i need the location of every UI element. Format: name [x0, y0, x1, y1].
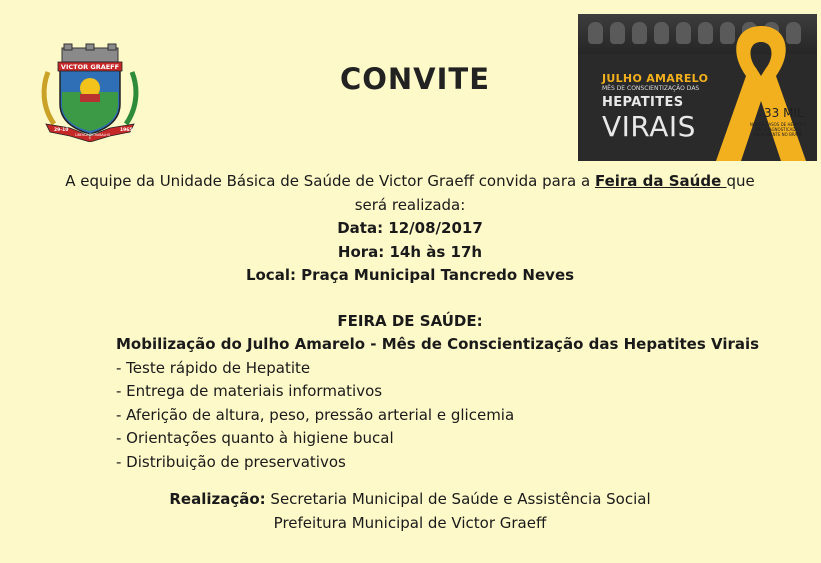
svg-text:LIBERDADE: LIBERDADE — [75, 133, 94, 137]
yellow-ribbon-icon — [706, 16, 816, 161]
organizers: Realização: Secretaria Municipal de Saúde e Assistência Social — [169, 490, 651, 508]
event-place: Local: Praça Municipal Tancredo Neves — [245, 266, 575, 284]
svg-text:E: E — [89, 136, 92, 140]
event-date: Data: 12/08/2017 — [337, 219, 483, 237]
svg-text:1965: 1965 — [120, 128, 133, 133]
list-item: - Orientações quanto à higiene bucal — [116, 429, 394, 447]
fair-heading: FEIRA DE SAÚDE: — [337, 311, 483, 330]
organizers-label: Realização: — [169, 490, 266, 508]
banner-line-1: JULHO AMARELO — [602, 72, 709, 85]
julho-amarelo-banner — [578, 14, 817, 161]
organizers-line-2: Prefeitura Municipal de Victor Graeff — [273, 513, 547, 532]
list-item: - Teste rápido de Hepatite — [116, 358, 311, 377]
banner-line-2: MÊS DE CONSCIENTIZAÇÃO DAS — [602, 85, 700, 92]
invitation-body — [40, 170, 780, 535]
svg-text:29-10: 29-10 — [54, 128, 69, 133]
page-title: CONVITE — [339, 62, 491, 96]
list-item: - Distribuição de preservativos — [116, 452, 346, 471]
list-item: - Aferição de altura, peso, pressão arterial e glicemia — [116, 405, 515, 424]
crest-banner-text: VICTOR GRAEFF — [60, 63, 120, 71]
list-item: - Entrega de materiais informativos — [116, 382, 383, 400]
fair-activities — [116, 333, 780, 474]
intro-paragraph: A equipe da Unidade Básica de Saúde de Victor Graeff convida para a Feira da Saúde que será realizada: — [65, 172, 755, 214]
banner-line-4: VIRAIS — [602, 110, 696, 143]
event-time: Hora: 14h às 17h — [337, 242, 483, 261]
svg-text:TRABALHO: TRABALHO — [93, 133, 111, 137]
municipal-crest-logo — [40, 42, 140, 142]
banner-line-3: HEPATITES — [602, 95, 684, 110]
banner-count-note: NOVOS CASOS DE HEPATITE SÃO DIAGNOSTICADOS ANUALMENTE NO BRASIL — [749, 122, 807, 137]
fair-subheading: Mobilização do Julho Amarelo - Mês de Conscientização das Hepatites Virais — [116, 335, 760, 353]
feira-da-saude-link: Feira da Saúde — [594, 172, 727, 190]
banner-count: 33 MIL — [764, 106, 804, 120]
